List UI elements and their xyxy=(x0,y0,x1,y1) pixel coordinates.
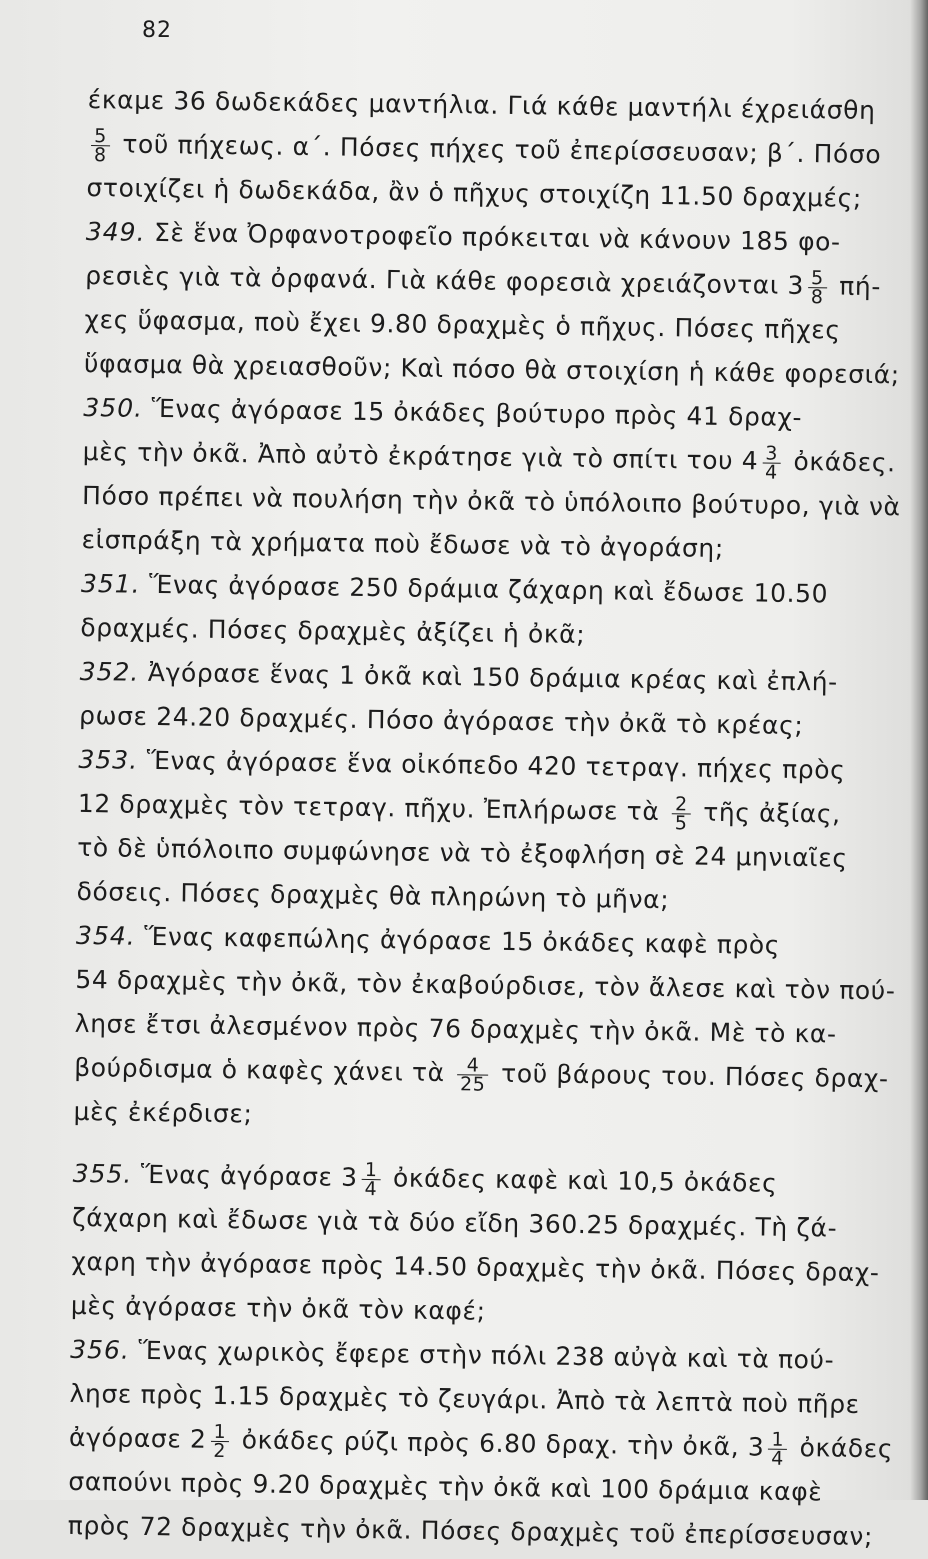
fraction xyxy=(361,1158,380,1200)
line-text: σαπούνι πρὸς 9.20 δραχμὲς τὴν ὀκᾶ καὶ 100 δράμια καφὲ xyxy=(68,1466,823,1507)
line-text: τῆς ἀξίας, xyxy=(694,797,841,829)
line-text: Ἕνας ἀγόρασε 15 ὀκάδες βούτυρο πρὸς 41 δραχ- xyxy=(142,393,803,433)
line-text: Ἀγόρασε ἕνας 1 ὀκᾶ καὶ 150 δράμια κρέας καὶ ἐπλή- xyxy=(139,657,838,697)
line-text: ὀκάδες καφὲ καὶ 10,5 ὀκάδες xyxy=(384,1163,778,1198)
line-text: λησε ἔτσι ἀλεσμένον πρὸς 76 δραχμὲς τὴν ὀκᾶ. Μὲ τὸ κα- xyxy=(74,1008,837,1049)
line-text: ἀγόρασε 2 xyxy=(68,1422,207,1454)
line-text: πή- xyxy=(830,271,882,302)
fraction-denominator: 5 xyxy=(674,811,688,834)
fraction-denominator: 4 xyxy=(364,1177,378,1200)
line-text: Ἕνας χωρικὸς ἔφερε στὴν πόλι 238 αὐγὰ καὶ τὰ πού- xyxy=(129,1335,835,1375)
fraction-denominator: 8 xyxy=(810,285,824,308)
line-text: ὀκάδες xyxy=(790,1432,894,1464)
line-text: 54 δραχμὲς τὴν ὀκᾶ, τὸν ἐκαβούρδισε, τὸν ἄλεσε καὶ τὸν πού- xyxy=(75,964,896,1006)
line-text: τοῦ πήχεως. α΄. Πόσες πήχες τοῦ ἐπερίσσευσαν; β΄. Πόσο xyxy=(113,129,882,170)
line-text: πρὸς 72 δραχμὲς τὴν ὀκᾶ. Πόσες δραχμὲς τοῦ ἐπερίσσευσαν; xyxy=(67,1510,874,1552)
fraction-numerator: 1 xyxy=(768,1430,787,1449)
line-text: δραχμές. Πόσες δραχμὲς ἀξίζει ἡ ὀκᾶ; xyxy=(80,612,586,649)
fraction-numerator: 1 xyxy=(362,1160,381,1179)
problem-number: 353. xyxy=(78,744,139,775)
line-text: ὕφασμα θὰ χρειασθοῦν; Καὶ πόσο θὰ στοιχίση ἡ κάθε φορεσιά; xyxy=(83,348,901,390)
fraction xyxy=(210,1420,229,1462)
line-text: έκαμε 36 δωδεκάδες μαντήλια. Γιά κάθε μαντήλι έχρειάσθη xyxy=(87,84,876,125)
line-text: τὸ δὲ ὑπόλοιπο συμφώνησε νὰ τὸ ἐξοφλήση σὲ 24 μηνιαῖες xyxy=(77,832,848,873)
line-text: δόσεις. Πόσες δραχμὲς θὰ πληρώνη τὸ μῆνα; xyxy=(76,876,670,915)
problem-number: 355. xyxy=(72,1158,133,1189)
fraction xyxy=(762,441,781,484)
line-text: χες ὕφασμα, ποὺ ἔχει 9.80 δραχμὲς ὁ πῆχυς. Πόσες πῆχες xyxy=(84,304,841,345)
problem-list xyxy=(67,78,905,1559)
line-text: ρωσε 24.20 δραχμές. Πόσο ἀγόρασε τὴν ὀκᾶ τὸ κρέας; xyxy=(78,700,804,741)
fraction xyxy=(672,792,691,834)
line-text: στοιχίζει ἡ δωδεκάδα, ἂν ὁ πῆχυς στοιχίζη 11.50 δραχμές; xyxy=(86,172,863,213)
line-text: χαρη τὴν ἀγόρασε πρὸς 14.50 δραχμὲς τὴν ὀκᾶ. Πόσες δραχ- xyxy=(71,1246,880,1288)
problem-number: 350. xyxy=(83,392,144,423)
problem-number: 351. xyxy=(80,568,141,599)
fraction-numerator: 4 xyxy=(457,1056,489,1075)
line-text: Ἕνας καφεπώλης ἀγόρασε 15 ὀκάδες καφὲ πρὸς xyxy=(135,921,781,960)
line-text: ὀκάδες. xyxy=(784,446,896,478)
book-spine-shadow xyxy=(910,0,928,1500)
line-text: Πόσο πρέπει νὰ πουλήση τὴν ὀκᾶ τὸ ὑπόλοιπο βούτυρο, γιὰ νὰ xyxy=(81,480,901,522)
problem-number: 352. xyxy=(79,656,140,687)
line-text: ὀκάδες ρύζι πρὸς 6.80 δραχ. τὴν ὀκᾶ, 3 xyxy=(233,1425,765,1462)
line-text: μὲς τὴν ὀκᾶ. Ἀπὸ αὐτὸ ἐκράτησε γιὰ τὸ σπίτι του 4 xyxy=(82,436,759,476)
fraction-denominator: 2 xyxy=(213,1439,227,1462)
line-text: μὲς ἐκέρδισε; xyxy=(73,1096,253,1129)
fraction xyxy=(91,124,110,166)
line-text: Ἕνας ἀγόρασε 250 δράμια ζάχαρη καὶ ἔδωσε 10.50 xyxy=(140,569,829,609)
line-text: Ἕνας ἀγόρασε 3 xyxy=(132,1159,358,1192)
page-number: 82 xyxy=(142,18,172,43)
line-text: λησε πρὸς 1.15 δραχμὲς τὸ ζευγάρι. Ἀπὸ τὰ λεπτὰ ποὺ πῆρε xyxy=(69,1378,860,1419)
line-text: τοῦ βάρους του. Πόσες δραχ- xyxy=(492,1058,889,1094)
fraction-numerator: 3 xyxy=(762,444,781,463)
fraction-denominator: 4 xyxy=(764,460,778,484)
line-text: βούρδισμα ὁ καφὲς χάνει τὰ xyxy=(73,1052,454,1088)
problem-number: 354. xyxy=(75,920,136,951)
fraction-denominator: 8 xyxy=(93,143,107,166)
fraction xyxy=(768,1428,787,1470)
fraction xyxy=(457,1053,489,1096)
fraction-numerator: 5 xyxy=(808,269,827,288)
line-text: εἰσπράξη τὰ χρήματα ποὺ ἔδωσε νὰ τὸ ἀγοράση; xyxy=(81,524,725,563)
fraction-numerator: 1 xyxy=(211,1422,230,1441)
line-text: ζάχαρη καὶ ἔδωσε γιὰ τὰ δύο εἴδη 360.25 δραχμές. Τὴ ζά- xyxy=(71,1202,838,1243)
fraction-numerator: 5 xyxy=(91,127,110,146)
line-text: ρεσιὲς γιὰ τὰ ὀρφανά. Γιὰ κάθε φορεσιὰ χρειάζονται 3 xyxy=(85,260,805,301)
fraction-denominator: 4 xyxy=(771,1447,785,1470)
line-text: μὲς ἀγόρασε τὴν ὀκᾶ τὸν καφέ; xyxy=(70,1290,486,1326)
problem-number: 356. xyxy=(70,1334,131,1365)
line-text: Ἕνας ἀγόρασε ἕνα οἰκόπεδο 420 τετραγ. πήχες πρὸς xyxy=(137,745,846,785)
line-text: 12 δραχμὲς τὸν τετραγ. πῆχυ. Ἐπλήρωσε τὰ xyxy=(77,788,669,827)
fraction xyxy=(808,266,827,308)
problem-number: 349. xyxy=(85,216,146,247)
fraction-numerator: 2 xyxy=(672,795,691,814)
fraction-denominator: 25 xyxy=(459,1072,486,1096)
line-text: Σὲ ἕνα Ὀρφανοτροφεῖο πρόκειται νὰ κάνουν 185 φο- xyxy=(145,217,841,257)
